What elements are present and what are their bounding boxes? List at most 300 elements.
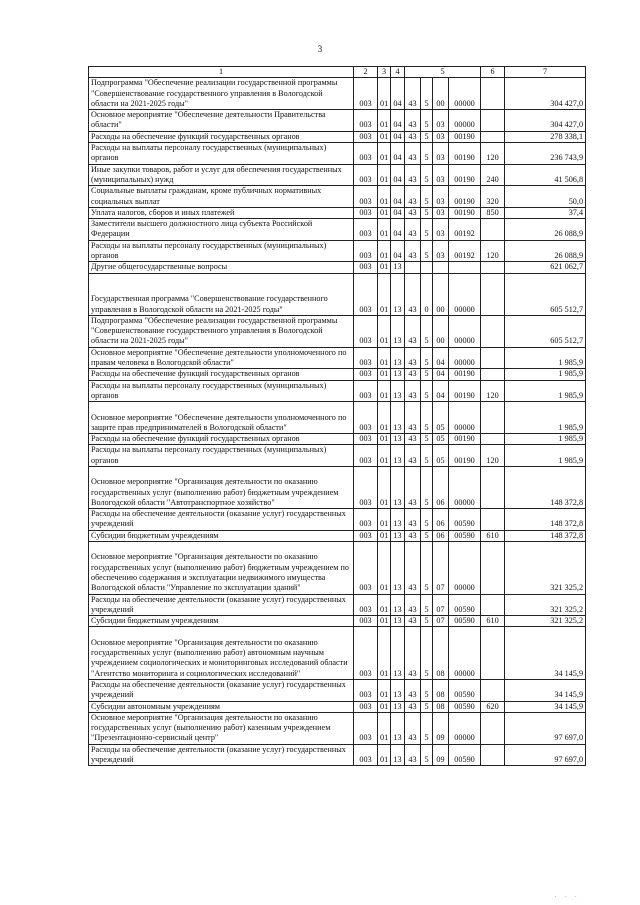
- row-col-5a: 43: [405, 616, 421, 627]
- row-name: Основное мероприятие "Обеспечение деятельности уполномоченного по правам человека в Вологодской области": [89, 347, 354, 369]
- row-col-4: 04: [391, 240, 405, 262]
- row-col-5c: 03: [433, 207, 449, 218]
- row-col-5c: 06: [433, 466, 449, 508]
- row-col-2: 003: [354, 542, 378, 595]
- row-col-2: 003: [354, 712, 378, 744]
- row-col-7: 1 985,9: [505, 380, 586, 402]
- row-col-5d: 00590: [449, 509, 481, 531]
- row-col-6: [481, 347, 505, 369]
- row-col-5d: 00590: [449, 616, 481, 627]
- row-col-3: 01: [378, 701, 391, 712]
- row-col-3: 01: [378, 380, 391, 402]
- row-col-5d: 00000: [449, 315, 481, 347]
- row-col-5a: 43: [405, 78, 421, 110]
- row-col-3: 01: [378, 347, 391, 369]
- row-col-5a: 43: [405, 594, 421, 616]
- header-col-2: 2: [354, 67, 378, 78]
- row-col-5a: 43: [405, 369, 421, 380]
- row-col-5c: 00: [433, 78, 449, 110]
- row-col-7: 605 512,7: [505, 315, 586, 347]
- row-col-5b: 5: [421, 509, 433, 531]
- row-col-4: 04: [391, 219, 405, 241]
- row-col-3: 01: [378, 273, 391, 315]
- row-col-6: [481, 369, 505, 380]
- row-col-2: 003: [354, 207, 378, 218]
- row-col-6: 240: [481, 164, 505, 186]
- row-col-5a: 43: [405, 701, 421, 712]
- table-row: [89, 240, 586, 262]
- row-col-5a: 43: [405, 530, 421, 541]
- row-col-2: 003: [354, 627, 378, 680]
- row-col-4: 04: [391, 207, 405, 218]
- row-col-3: 01: [378, 616, 391, 627]
- row-col-5b: 5: [421, 380, 433, 402]
- row-col-5d: 00190: [449, 369, 481, 380]
- row-col-7: 304 427,0: [505, 110, 586, 132]
- row-col-5d: 00000: [449, 110, 481, 132]
- row-col-6: [481, 679, 505, 701]
- scan-mark: · · ·: [554, 893, 580, 901]
- row-col-5a: 43: [405, 679, 421, 701]
- row-col-7: 278 338,1: [505, 131, 586, 142]
- row-col-5a: 43: [405, 273, 421, 315]
- row-col-2: 003: [354, 402, 378, 434]
- row-col-5a: 43: [405, 542, 421, 595]
- row-name: Подпрограмма "Обеспечение реализации государственной программы "Совершенствование государственного управления в Вологодской области на 2021-2025 годы": [89, 78, 354, 110]
- row-col-4: 13: [391, 701, 405, 712]
- row-name: Расходы на обеспечение функций государственных органов: [89, 369, 354, 380]
- row-col-3: 01: [378, 164, 391, 186]
- row-col-2: 003: [354, 219, 378, 241]
- row-col-7: 1 985,9: [505, 402, 586, 434]
- table-row: [89, 78, 586, 110]
- table-row: [89, 616, 586, 627]
- row-col-5a: [405, 262, 421, 273]
- row-col-5b: 5: [421, 542, 433, 595]
- row-col-4: 13: [391, 530, 405, 541]
- row-col-6: 120: [481, 445, 505, 467]
- row-col-2: 003: [354, 445, 378, 467]
- row-col-5a: 43: [405, 627, 421, 680]
- row-name: Расходы на обеспечение функций государственных органов: [89, 434, 354, 445]
- row-col-7: 236 743,9: [505, 143, 586, 165]
- row-col-4: 13: [391, 315, 405, 347]
- row-col-6: 320: [481, 186, 505, 208]
- row-col-5d: 00000: [449, 402, 481, 434]
- table-row: [89, 679, 586, 701]
- row-col-6: 120: [481, 380, 505, 402]
- row-col-5a: 43: [405, 207, 421, 218]
- row-col-3: 01: [378, 207, 391, 218]
- row-col-5b: 5: [421, 347, 433, 369]
- table-row: [89, 402, 586, 434]
- row-col-7: 621 062,7: [505, 262, 586, 273]
- table-row: [89, 466, 586, 508]
- row-col-4: 13: [391, 679, 405, 701]
- row-col-7: 148 372,8: [505, 530, 586, 541]
- row-col-5a: 43: [405, 240, 421, 262]
- table-row: [89, 131, 586, 142]
- row-col-5d: 00190: [449, 164, 481, 186]
- row-name: Уплата налогов, сборов и иных платежей: [89, 207, 354, 218]
- row-col-2: 003: [354, 186, 378, 208]
- row-name: Основное мероприятие "Организация деятельности по оказанию государственных услуг (выполнению работ) автономным научным учреждением социологических и мониторинговых исследований области "Агентство мониторинга и социологических исследований": [89, 627, 354, 680]
- table-row: [89, 744, 586, 766]
- row-col-6: [481, 219, 505, 241]
- row-col-5b: 5: [421, 627, 433, 680]
- row-col-2: 003: [354, 164, 378, 186]
- row-col-5c: 07: [433, 542, 449, 595]
- row-col-5c: 04: [433, 347, 449, 369]
- row-col-5d: 00190: [449, 186, 481, 208]
- row-col-6: 850: [481, 207, 505, 218]
- table-row: [89, 347, 586, 369]
- row-col-5b: 5: [421, 402, 433, 434]
- row-col-5c: 05: [433, 445, 449, 467]
- row-col-5b: 5: [421, 712, 433, 744]
- row-col-5a: 43: [405, 380, 421, 402]
- table-row: [89, 315, 586, 347]
- row-col-6: 120: [481, 143, 505, 165]
- row-col-2: 003: [354, 744, 378, 766]
- row-col-4: 13: [391, 627, 405, 680]
- row-col-5c: 08: [433, 701, 449, 712]
- row-col-6: [481, 542, 505, 595]
- row-name: Расходы на обеспечение деятельности (оказание услуг) государственных учреждений: [89, 679, 354, 701]
- row-col-3: 01: [378, 143, 391, 165]
- table-row: [89, 509, 586, 531]
- row-col-6: [481, 627, 505, 680]
- row-col-3: 01: [378, 530, 391, 541]
- row-col-4: 13: [391, 509, 405, 531]
- row-col-5c: 06: [433, 530, 449, 541]
- row-name: Другие общегосударственные вопросы: [89, 262, 354, 273]
- row-col-2: 003: [354, 131, 378, 142]
- row-col-3: 01: [378, 594, 391, 616]
- row-col-6: 610: [481, 616, 505, 627]
- row-col-5d: 00590: [449, 594, 481, 616]
- row-col-5c: 05: [433, 402, 449, 434]
- row-col-5b: 5: [421, 679, 433, 701]
- row-col-2: 003: [354, 616, 378, 627]
- row-col-7: 304 427,0: [505, 78, 586, 110]
- row-col-7: 26 088,9: [505, 240, 586, 262]
- row-col-5d: 00190: [449, 207, 481, 218]
- row-col-4: 13: [391, 402, 405, 434]
- row-col-7: 321 325,2: [505, 594, 586, 616]
- row-col-3: 01: [378, 110, 391, 132]
- row-col-5c: 08: [433, 679, 449, 701]
- row-col-6: 120: [481, 240, 505, 262]
- table-row: [89, 273, 586, 315]
- row-col-3: 01: [378, 78, 391, 110]
- row-name: Основное мероприятие "Обеспечение деятельности уполномоченного по защите прав предпринимателей в Вологодской области": [89, 402, 354, 434]
- row-col-5d: 00590: [449, 701, 481, 712]
- row-col-5c: [433, 262, 449, 273]
- row-col-7: 97 697,0: [505, 712, 586, 744]
- row-col-3: 01: [378, 402, 391, 434]
- row-col-2: 003: [354, 273, 378, 315]
- row-col-7: 26 088,9: [505, 219, 586, 241]
- row-col-7: 1 985,9: [505, 434, 586, 445]
- row-col-5b: 5: [421, 434, 433, 445]
- row-col-5b: 5: [421, 240, 433, 262]
- row-name: Государственная программа "Совершенствование государственного управления в Вологодской области на 2021-2025 годы": [89, 273, 354, 315]
- table-row: [89, 143, 586, 165]
- row-name: Основное мероприятие "Организация деятельности по оказанию государственных услуг (выполнению работ) бюджетным учреждением по обеспечению содержания и эксплуатации недвижимого имущества Вологодской области "Управление по эксплуатации зданий": [89, 542, 354, 595]
- row-col-6: [481, 262, 505, 273]
- row-col-2: 003: [354, 143, 378, 165]
- row-col-5d: 00000: [449, 78, 481, 110]
- row-col-2: 003: [354, 347, 378, 369]
- row-col-5b: 5: [421, 143, 433, 165]
- header-col-1: 1: [89, 67, 354, 78]
- row-name: Расходы на выплаты персоналу государственных (муниципальных) органов: [89, 380, 354, 402]
- row-col-7: 41 506,8: [505, 164, 586, 186]
- row-col-5b: 5: [421, 744, 433, 766]
- row-col-6: [481, 110, 505, 132]
- row-col-5c: 05: [433, 434, 449, 445]
- row-col-6: [481, 434, 505, 445]
- row-col-7: 37,4: [505, 207, 586, 218]
- row-col-3: 01: [378, 186, 391, 208]
- row-col-7: 34 145,9: [505, 627, 586, 680]
- row-col-5a: 43: [405, 143, 421, 165]
- row-col-2: 003: [354, 380, 378, 402]
- row-name: Основное мероприятие "Организация деятельности по оказанию государственных услуг (выполнению работ) бюджетным учреждением Вологодской области "Автотранспортное хозяйство": [89, 466, 354, 508]
- row-col-5c: 00: [433, 315, 449, 347]
- header-col-3: 3: [378, 67, 391, 78]
- row-col-7: 321 325,2: [505, 616, 586, 627]
- row-col-4: 13: [391, 380, 405, 402]
- row-col-7: 148 372,8: [505, 466, 586, 508]
- row-col-5a: 43: [405, 434, 421, 445]
- row-col-5d: 00590: [449, 530, 481, 541]
- row-name: Расходы на обеспечение деятельности (оказание услуг) государственных учреждений: [89, 594, 354, 616]
- row-col-5c: 03: [433, 143, 449, 165]
- row-col-5c: 09: [433, 712, 449, 744]
- row-name: Основное мероприятие "Обеспечение деятельности Правительства области": [89, 110, 354, 132]
- row-col-2: 003: [354, 679, 378, 701]
- row-name: Расходы на выплаты персоналу государственных (муниципальных) органов: [89, 240, 354, 262]
- row-col-2: 003: [354, 78, 378, 110]
- row-col-2: 003: [354, 466, 378, 508]
- row-col-3: 01: [378, 744, 391, 766]
- row-col-5d: 00000: [449, 627, 481, 680]
- row-col-3: 01: [378, 240, 391, 262]
- row-col-5b: 5: [421, 369, 433, 380]
- row-col-4: 13: [391, 712, 405, 744]
- row-col-5c: 04: [433, 369, 449, 380]
- row-col-5a: 43: [405, 164, 421, 186]
- row-col-3: 01: [378, 509, 391, 531]
- row-col-5b: 5: [421, 445, 433, 467]
- row-col-5a: 43: [405, 402, 421, 434]
- row-col-4: 13: [391, 616, 405, 627]
- row-col-3: 01: [378, 542, 391, 595]
- row-col-5a: 43: [405, 744, 421, 766]
- row-col-5b: 5: [421, 701, 433, 712]
- row-col-6: [481, 131, 505, 142]
- row-col-5d: 00192: [449, 240, 481, 262]
- row-col-5a: 43: [405, 466, 421, 508]
- table-row: [89, 207, 586, 218]
- row-col-6: [481, 466, 505, 508]
- row-col-6: 610: [481, 530, 505, 541]
- row-name: Субсидии бюджетным учреждениям: [89, 530, 354, 541]
- row-col-5c: 04: [433, 380, 449, 402]
- row-col-6: [481, 712, 505, 744]
- row-col-6: [481, 594, 505, 616]
- row-col-5c: 03: [433, 164, 449, 186]
- table-row: [89, 186, 586, 208]
- row-col-4: 13: [391, 347, 405, 369]
- row-col-4: 04: [391, 110, 405, 132]
- row-col-4: 13: [391, 262, 405, 273]
- table-row: [89, 262, 586, 273]
- row-col-6: [481, 78, 505, 110]
- row-col-3: 01: [378, 679, 391, 701]
- row-col-3: 01: [378, 262, 391, 273]
- row-name: Социальные выплаты гражданам, кроме публичных нормативных социальных выплат: [89, 186, 354, 208]
- row-col-5b: 5: [421, 594, 433, 616]
- row-col-5a: 43: [405, 445, 421, 467]
- row-col-5c: 09: [433, 744, 449, 766]
- row-col-3: 01: [378, 627, 391, 680]
- row-col-5a: 43: [405, 347, 421, 369]
- row-col-6: [481, 744, 505, 766]
- row-col-7: 34 145,9: [505, 679, 586, 701]
- row-col-4: 13: [391, 434, 405, 445]
- row-col-5b: 5: [421, 315, 433, 347]
- row-col-3: 01: [378, 131, 391, 142]
- row-col-5c: 03: [433, 131, 449, 142]
- row-col-4: 04: [391, 164, 405, 186]
- row-col-4: 13: [391, 445, 405, 467]
- header-col-4: 4: [391, 67, 405, 78]
- row-name: Подпрограмма "Обеспечение реализации государственной программы "Совершенствование государственного управления в Вологодской области на 2021-2025 годы": [89, 315, 354, 347]
- row-col-4: 13: [391, 594, 405, 616]
- table-row: [89, 712, 586, 744]
- table-row: [89, 627, 586, 680]
- row-col-5b: 5: [421, 530, 433, 541]
- header-col-7: 7: [505, 67, 586, 78]
- row-col-5c: 07: [433, 616, 449, 627]
- row-col-4: 13: [391, 542, 405, 595]
- row-col-5d: 00192: [449, 219, 481, 241]
- row-name: Расходы на обеспечение деятельности (оказание услуг) государственных учреждений: [89, 744, 354, 766]
- row-col-5a: 43: [405, 131, 421, 142]
- row-col-2: 003: [354, 262, 378, 273]
- row-col-3: 01: [378, 445, 391, 467]
- header-col-6: 6: [481, 67, 505, 78]
- row-name: Субсидии бюджетным учреждениям: [89, 616, 354, 627]
- row-col-5a: 43: [405, 712, 421, 744]
- row-col-4: 04: [391, 186, 405, 208]
- row-col-2: 003: [354, 434, 378, 445]
- row-col-4: 13: [391, 466, 405, 508]
- table-row: [89, 445, 586, 467]
- row-col-5b: 5: [421, 219, 433, 241]
- row-col-5d: 00190: [449, 143, 481, 165]
- row-col-6: [481, 273, 505, 315]
- row-col-2: 003: [354, 315, 378, 347]
- row-col-4: 04: [391, 131, 405, 142]
- row-col-6: 620: [481, 701, 505, 712]
- row-col-7: 50,0: [505, 186, 586, 208]
- table-body: [89, 67, 586, 766]
- row-col-5c: 07: [433, 594, 449, 616]
- row-col-2: 003: [354, 594, 378, 616]
- row-col-3: 01: [378, 315, 391, 347]
- row-col-4: 13: [391, 273, 405, 315]
- row-col-2: 003: [354, 701, 378, 712]
- row-col-5a: 43: [405, 219, 421, 241]
- table-row: [89, 434, 586, 445]
- row-name: Субсидии автономным учреждениям: [89, 701, 354, 712]
- row-col-7: 34 145,9: [505, 701, 586, 712]
- row-col-3: 01: [378, 434, 391, 445]
- row-col-5d: 00000: [449, 347, 481, 369]
- row-col-4: 13: [391, 369, 405, 380]
- row-col-7: 1 985,9: [505, 369, 586, 380]
- row-col-5d: 00000: [449, 466, 481, 508]
- table-header-row: [89, 67, 586, 78]
- row-col-5c: 00: [433, 273, 449, 315]
- row-name: Иные закупки товаров, работ и услуг для обеспечения государственных (муниципальных) нужд: [89, 164, 354, 186]
- row-col-5b: 5: [421, 616, 433, 627]
- row-col-2: 003: [354, 369, 378, 380]
- row-col-5d: 00590: [449, 744, 481, 766]
- row-col-5d: 00000: [449, 542, 481, 595]
- row-col-2: 003: [354, 240, 378, 262]
- row-col-5b: 5: [421, 466, 433, 508]
- row-col-5d: 00190: [449, 434, 481, 445]
- row-col-5d: 00000: [449, 712, 481, 744]
- row-col-5d: 00000: [449, 273, 481, 315]
- table-row: [89, 380, 586, 402]
- row-col-7: 1 985,9: [505, 347, 586, 369]
- row-col-3: 01: [378, 712, 391, 744]
- table-row: [89, 542, 586, 595]
- row-col-5c: 06: [433, 509, 449, 531]
- row-col-7: 1 985,9: [505, 445, 586, 467]
- row-name: Основное мероприятие "Организация деятельности по оказанию государственных услуг (выполнению работ) казенным учреждением "Презентационно-сервисный центр": [89, 712, 354, 744]
- row-col-5c: 03: [433, 186, 449, 208]
- row-col-5b: 5: [421, 207, 433, 218]
- table-row: [89, 594, 586, 616]
- row-col-6: [481, 402, 505, 434]
- row-name: Расходы на выплаты персоналу государственных (муниципальных) органов: [89, 445, 354, 467]
- row-col-5d: [449, 262, 481, 273]
- row-col-4: 04: [391, 143, 405, 165]
- row-name: Расходы на выплаты персоналу государственных (муниципальных) органов: [89, 143, 354, 165]
- row-col-5b: 5: [421, 78, 433, 110]
- row-col-5c: 03: [433, 240, 449, 262]
- table-row: [89, 701, 586, 712]
- row-col-2: 003: [354, 509, 378, 531]
- row-col-5b: 5: [421, 164, 433, 186]
- page-number: 3: [317, 44, 323, 54]
- row-col-7: 148 372,8: [505, 509, 586, 531]
- row-col-6: [481, 315, 505, 347]
- row-col-5a: 43: [405, 315, 421, 347]
- budget-table: [88, 66, 586, 766]
- row-col-2: 003: [354, 530, 378, 541]
- table-row: [89, 164, 586, 186]
- row-col-5c: 08: [433, 627, 449, 680]
- row-col-5c: 03: [433, 110, 449, 132]
